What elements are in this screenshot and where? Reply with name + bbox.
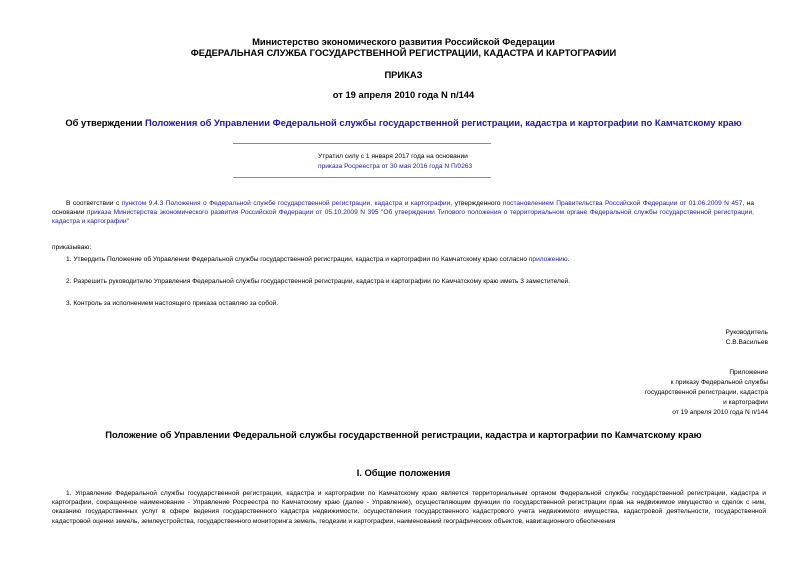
appendix-link[interactable]: приложению <box>528 256 568 263</box>
divider-top <box>233 143 491 144</box>
document-date-number: от 19 апреля 2010 года N п/144 <box>332 89 475 100</box>
appendix-line-1: Приложение <box>729 369 768 376</box>
status-link[interactable]: приказа Росреестра от 30 мая 2016 года N П/0263 <box>318 163 473 170</box>
title-prefix: Об утверждении <box>65 117 146 128</box>
status-line: Утратил силу с 1 января 2017 года на основании <box>318 153 468 160</box>
section-heading: I. Общие положения <box>356 467 451 478</box>
preamble <box>52 199 754 227</box>
order-item-3: 3. Контроль за исполнением настоящего приказа оставляю за собой. <box>66 300 279 307</box>
appendix-line-4: и картографии <box>723 399 768 406</box>
preamble-link-3[interactable]: приказа Министерства экономического развития Российской Федерации от 05.10.2009 N 395 "Об утверждении Типового положения о территориальном органе Федеральной службы государственной регистрации, кадастра и картографии" <box>52 209 754 226</box>
document-type: ПРИКАЗ <box>384 69 423 80</box>
appendix-line-5: от 19 апреля 2010 года N п/144 <box>672 409 768 416</box>
preamble-text-1: В соответствии с <box>66 200 122 207</box>
title-link[interactable]: Положения об Управлении Федеральной службы государственной регистрации, кадастра и картографии по Камчатскому краю <box>145 117 742 128</box>
order-item-1 <box>66 255 756 264</box>
regulation-title: Положение об Управлении Федеральной службы государственной регистрации, кадастра и картографии по Камчатскому краю <box>105 429 702 440</box>
appendix-line-3: государственной регистрации, кадастра <box>644 389 768 396</box>
item-1-end: . <box>567 256 570 263</box>
signature-role: Руководитель <box>725 329 768 336</box>
item-1-text: 1. Утвердить Положение об Управлении Федеральной службы государственной регистрации, кадастра и картографии по Камчатскому краю согласно <box>66 256 529 263</box>
preamble-link-2[interactable]: постановлением Правительства Российской Федерации от 01.06.2009 N 457 <box>502 200 743 207</box>
preamble-link-1[interactable]: пунктом 9.4.3 Положения о Федеральной службе государственной регистрации, кадастра и картографии <box>121 200 451 207</box>
preamble-text-2: , утвержденного <box>450 200 503 207</box>
preamble-text-3: , на основании <box>52 200 754 217</box>
signature-name: С.В.Васильев <box>725 339 768 346</box>
ministry-name: Министерство экономического развития Российской Федерации <box>252 36 555 47</box>
appendix-line-2: к приказу Федеральной службы <box>670 379 768 386</box>
section-paragraph-1: 1. Управление Федеральной службы государственной регистрации, кадастра и картографии по Камчатскому краю является территориальным органом Федеральной службы государственной регистрации, кадастра и картографии, сокращенное наименование - Управление Росреестра по Камчатскому краю (далее - Управление), осуществляющим функции по государственной регистрации прав на недвижимое имущество и сделок с ним, оказанию государственных услуг в сфере ведения государственного кадастра недвижимости, осуществления государственного кадастрового учета недвижимого имущества, кадастровой деятельности, государственной кадастровой оценки земель, землеустройства, государственного мониторинга земель, геодезии и картографии, наименований географических объектов, навигационного обеспечения <box>52 490 766 525</box>
service-name: ФЕДЕРАЛЬНАЯ СЛУЖБА ГОСУДАРСТВЕННОЙ РЕГИСТРАЦИИ, КАДАСТРА И КАРТОГРАФИИ <box>190 47 617 58</box>
order-word: приказываю: <box>52 244 92 251</box>
divider-bottom <box>233 177 491 178</box>
document-title <box>0 117 807 128</box>
order-item-2: 2. Разрешить руководителю Управления Федеральной службы государственной регистрации, кадастра и картографии по Камчатскому краю иметь 3 заместителей. <box>66 278 571 285</box>
